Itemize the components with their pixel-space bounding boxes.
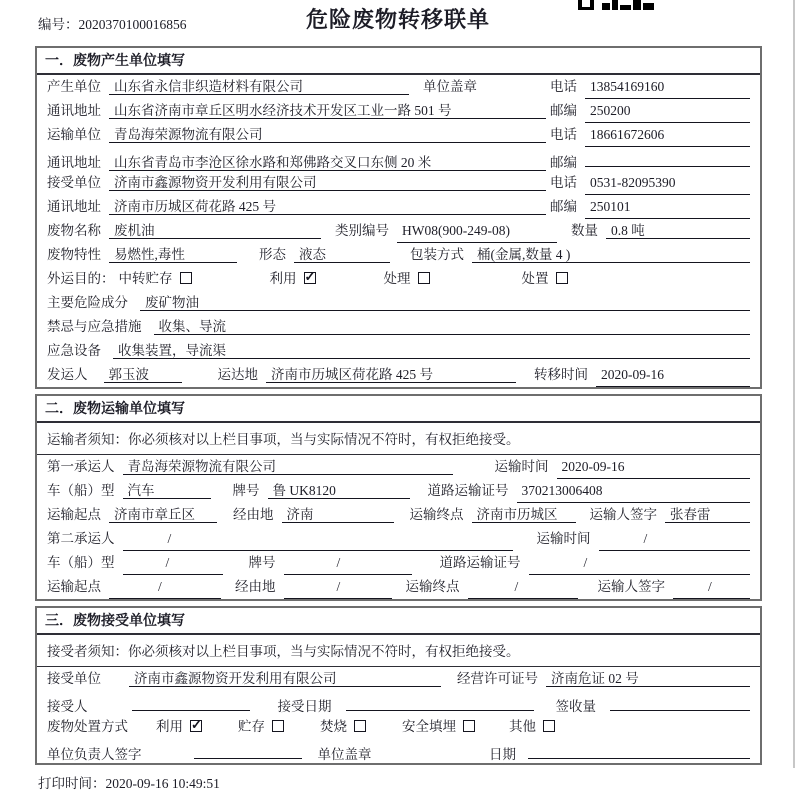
purpose-option-treat <box>384 267 430 287</box>
road-permit2-label: 道路运输证号 <box>439 555 521 570</box>
receiver-address-label: 通讯地址 <box>47 199 101 214</box>
producer-unit-label: 产生单位 <box>47 79 101 94</box>
accept-person-value <box>132 691 250 711</box>
purpose-option-transfer-storage <box>119 267 192 287</box>
received-quantity-label: 签收量 <box>555 699 596 714</box>
checkbox-label: 其他 <box>509 719 536 734</box>
destination-value: 济南市历城区荷花路 425 号 <box>266 363 516 383</box>
packaging-value: 桶(金属,数量 4 ) <box>472 243 750 263</box>
transport-unit-value: 青岛海荣源物流有限公司 <box>109 123 546 143</box>
checkbox-icon <box>543 720 555 732</box>
producer-unit-value: 山东省永信非织造材料有限公司 <box>109 75 409 95</box>
responsible-signature-label: 单位负责人签字 <box>47 747 142 762</box>
checkbox-label: 处置 <box>521 271 549 286</box>
row-hazard-component <box>37 291 760 315</box>
license-number-value: 济南危证 02 号 <box>546 667 750 687</box>
unit-seal-label: 单位盖章 <box>423 79 477 94</box>
carrier-signature2-value: / <box>673 579 750 599</box>
row-responsible-signature <box>37 739 760 763</box>
row-waste-character <box>37 243 760 267</box>
transport-address-label: 通讯地址 <box>47 155 101 170</box>
quantity-value: 0.8 吨 <box>606 219 750 239</box>
first-carrier-value: 青岛海荣源物流有限公司 <box>123 455 453 475</box>
checkbox-icon <box>180 272 192 284</box>
transfer-time-value: 2020-09-16 <box>596 367 750 387</box>
shipper-label: 发运人 <box>47 367 88 382</box>
plate-number-value: 鲁 UK8120 <box>268 479 410 499</box>
destination-label: 运达地 <box>217 367 258 382</box>
route-end-value: 济南市历城区 <box>472 503 576 523</box>
row-shipper <box>37 363 760 387</box>
carrier-signature2-label: 运输人签字 <box>597 579 665 594</box>
document-header <box>0 0 796 46</box>
waste-name-label: 废物名称 <box>47 223 101 238</box>
transport-zip-label: 邮编 <box>550 155 577 170</box>
accept-person-label: 接受人 <box>47 699 88 714</box>
disposal-option-other <box>509 715 555 735</box>
disposal-option-incinerate <box>320 715 366 735</box>
row-first-carrier <box>37 455 760 479</box>
checkbox-icon <box>354 720 366 732</box>
row-route-2 <box>37 575 760 599</box>
row-vehicle-1 <box>37 479 760 503</box>
route-end2-value: / <box>468 579 578 599</box>
vehicle-type2-label: 车（船）型 <box>47 555 115 570</box>
checkbox-label: 安全填埋 <box>402 719 456 734</box>
first-carrier-label: 第一承运人 <box>47 459 115 474</box>
emergency-equipment-label: 应急设备 <box>47 343 101 358</box>
transport-time-value: 2020-09-16 <box>557 459 751 479</box>
road-permit-value: 370213006408 <box>517 483 751 503</box>
waste-character-value: 易燃性,毒性 <box>109 243 237 263</box>
doc-number-value: 2020370100016856 <box>78 17 187 32</box>
transport-time2-label: 运输时间 <box>536 531 591 546</box>
date-label: 日期 <box>489 747 516 762</box>
license-number-label: 经营许可证号 <box>457 671 538 686</box>
producer-phone-value: 13854169160 <box>585 79 750 99</box>
disposal-option-recycle <box>156 715 202 735</box>
route-via-value: 济南 <box>282 503 394 523</box>
print-time-value: 2020-09-16 10:49:51 <box>105 776 220 791</box>
route-via2-label: 经由地 <box>235 579 276 594</box>
accept-unit-label: 接受单位 <box>47 671 101 686</box>
row-producer-address <box>37 99 760 123</box>
waste-character-label: 废物特性 <box>47 247 101 262</box>
row-emergency-equipment <box>37 339 760 363</box>
row-receiver-unit <box>37 171 760 195</box>
route-start-value: 济南市章丘区 <box>109 503 217 523</box>
checkbox-icon <box>190 720 202 732</box>
carrier-signature-value: 张春雷 <box>665 503 750 523</box>
producer-address-value: 山东省济南市章丘区明水经济技术开发区工业一路 501 号 <box>109 99 546 119</box>
row-vehicle-2 <box>37 551 760 575</box>
receiver-address-value: 济南市历城区荷花路 425 号 <box>109 195 546 215</box>
vehicle-type-label: 车（船）型 <box>47 483 115 498</box>
doc-number-label: 编号： <box>38 17 79 32</box>
responsible-signature-value <box>194 739 302 759</box>
shipper-value: 郭玉波 <box>104 363 182 383</box>
transport-time2-value: / <box>599 531 751 551</box>
section-receiver <box>35 606 762 765</box>
received-quantity-value <box>610 691 750 711</box>
form-state-label: 形态 <box>259 247 286 262</box>
route-start2-label: 运输起点 <box>47 579 101 594</box>
carrier-signature-label: 运输人签字 <box>589 507 657 522</box>
route-end2-label: 运输终点 <box>405 579 460 594</box>
row-second-carrier <box>37 527 760 551</box>
row-transport-unit <box>37 123 760 147</box>
checkbox-icon <box>463 720 475 732</box>
quantity-label: 数量 <box>571 223 598 238</box>
transport-address-value: 山东省青岛市李沧区徐水路和郑佛路交叉口东侧 20 米 <box>109 151 546 171</box>
checkbox-icon <box>418 272 430 284</box>
section-receiver-header: 三．废物接受单位填写 <box>37 608 760 635</box>
hazard-component-label: 主要危险成分 <box>47 295 128 310</box>
taboo-measures-label: 禁忌与应急措施 <box>47 319 142 334</box>
route-via2-value: / <box>284 579 392 599</box>
form-state-value: 液态 <box>294 243 390 263</box>
receiver-unit-value: 济南市鑫源物资开发利用有限公司 <box>109 171 546 191</box>
checkbox-icon <box>556 272 568 284</box>
row-accept-person <box>37 691 760 715</box>
packaging-label: 包装方式 <box>410 247 464 262</box>
transport-phone-value: 18661672606 <box>585 127 750 147</box>
producer-zip-label: 邮编 <box>550 103 577 118</box>
accept-unit-value: 济南市鑫源物资开发利用有限公司 <box>129 667 441 687</box>
waste-name-value: 废机油 <box>109 219 321 239</box>
receiver-zip-value: 250101 <box>585 199 750 219</box>
date-value <box>528 739 750 759</box>
checkbox-label: 中转贮存 <box>118 271 173 286</box>
road-permit2-value: / <box>529 555 751 575</box>
disposal-option-landfill <box>402 715 475 735</box>
category-code-value: HW08(900-249-08) <box>397 223 557 243</box>
row-waste-name <box>37 219 760 243</box>
row-outbound-purpose <box>37 267 760 291</box>
emergency-equipment-value: 收集装置，导流渠 <box>113 339 750 359</box>
route-start2-value: / <box>109 579 221 599</box>
outbound-purpose-label: 外运目的： <box>47 271 115 286</box>
accept-date-value <box>346 691 534 711</box>
disposal-option-storage <box>238 715 284 735</box>
receiver-zip-label: 邮编 <box>550 199 577 214</box>
second-carrier-value: / <box>123 531 513 551</box>
plate-number-label: 牌号 <box>232 483 260 498</box>
receiver-unit-label: 接受单位 <box>47 175 101 190</box>
checkbox-icon <box>272 720 284 732</box>
producer-zip-value: 250200 <box>585 103 750 123</box>
section-transporter-header: 二．废物运输单位填写 <box>37 396 760 423</box>
producer-phone-label: 电话 <box>550 79 577 94</box>
checkbox-label: 利用 <box>156 719 183 734</box>
taboo-measures-value: 收集、导流 <box>154 315 751 335</box>
section-transporter <box>35 394 762 601</box>
route-end-label: 运输终点 <box>409 507 464 522</box>
print-time-label: 打印时间： <box>38 776 106 791</box>
checkbox-icon <box>304 272 316 284</box>
section-producer <box>35 46 762 389</box>
receiver-phone-value: 0531-82095390 <box>585 175 750 195</box>
receiver-notice: 接受者须知：你必须核对以上栏目事项，当与实际情况不符时，有权拒绝接受。 <box>37 635 760 667</box>
row-accept-unit <box>37 667 760 691</box>
plate-number2-label: 牌号 <box>248 555 276 570</box>
row-taboo-measures <box>37 315 760 339</box>
category-code-label: 类别编号 <box>335 223 389 238</box>
row-receiver-address <box>37 195 760 219</box>
row-transport-address <box>37 147 760 171</box>
transport-phone-label: 电话 <box>550 127 577 142</box>
row-route-1 <box>37 503 760 527</box>
transport-time-label: 运输时间 <box>494 459 549 474</box>
vehicle-type-value: 汽车 <box>123 479 211 499</box>
checkbox-label: 焚烧 <box>320 719 347 734</box>
hazard-component-value: 废矿物油 <box>140 291 750 311</box>
checkbox-label: 贮存 <box>238 719 265 734</box>
vehicle-type2-value: / <box>123 555 223 575</box>
section-producer-header: 一．废物产生单位填写 <box>37 48 760 75</box>
qr-code-icon <box>578 0 654 10</box>
road-permit-label: 道路运输证号 <box>427 483 509 498</box>
page-title: 危险废物转移联单 <box>305 7 490 32</box>
print-time <box>38 772 796 792</box>
checkbox-label: 处理 <box>383 271 411 286</box>
producer-address-label: 通讯地址 <box>47 103 101 118</box>
transport-zip-value <box>585 147 750 167</box>
transport-unit-label: 运输单位 <box>47 127 101 142</box>
unit-seal2-label: 单位盖章 <box>317 747 372 762</box>
row-disposal-method <box>37 715 760 739</box>
receiver-phone-label: 电话 <box>550 175 577 190</box>
page-right-edge <box>793 0 795 768</box>
accept-date-label: 接受日期 <box>277 699 332 714</box>
purpose-option-recycle <box>270 267 316 287</box>
plate-number2-value: / <box>284 555 412 575</box>
transfer-time-label: 转移时间 <box>534 367 588 382</box>
checkbox-label: 利用 <box>269 271 297 286</box>
route-via-label: 经由地 <box>233 507 274 522</box>
second-carrier-label: 第二承运人 <box>47 531 115 546</box>
row-producer-unit <box>37 75 760 99</box>
transporter-notice: 运输者须知：你必须核对以上栏目事项，当与实际情况不符时，有权拒绝接受。 <box>37 423 760 455</box>
purpose-option-dispose <box>522 267 568 287</box>
route-start-label: 运输起点 <box>47 507 101 522</box>
disposal-method-label: 废物处置方式 <box>47 719 128 734</box>
